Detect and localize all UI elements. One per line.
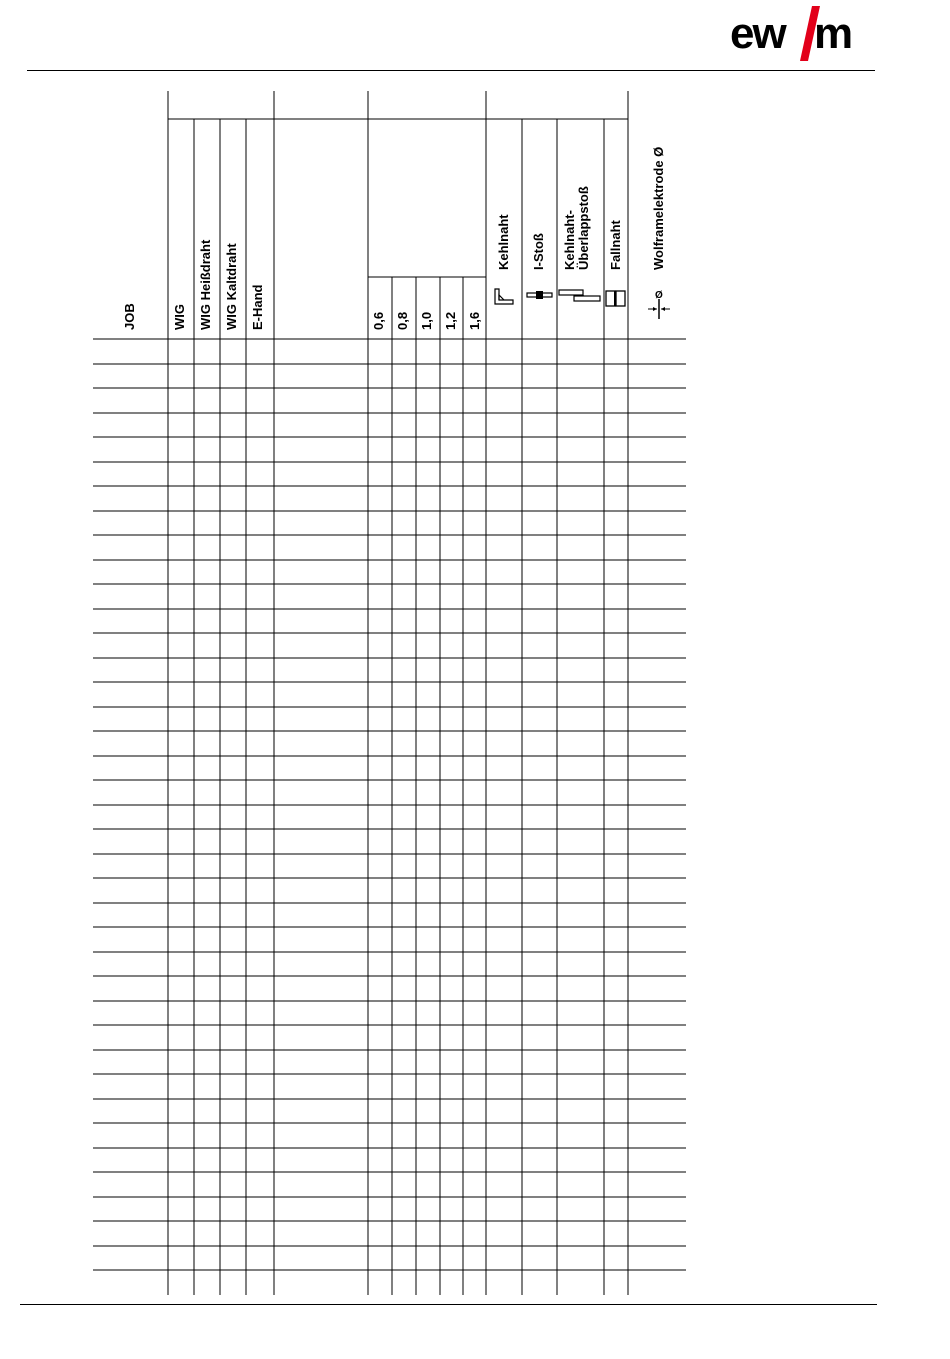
header-process-wig-hot-wire: WIG Heißdraht [198, 239, 213, 330]
header-joint-lap-line1: Kehlnaht- [562, 210, 577, 270]
tungsten-electrode-icon [646, 287, 672, 321]
header-diameter-1-0: 1,0 [419, 311, 434, 330]
lap-joint-icon [558, 288, 602, 304]
header-joint-lap-line2: Überlappstoß [576, 186, 591, 270]
header-electrode: Wolframelektrode Ø [651, 146, 666, 270]
header-process-e-hand: E-Hand [250, 284, 265, 330]
header-diameter-1-6: 1,6 [467, 311, 482, 330]
header-diameter-0-8: 0,8 [395, 311, 410, 330]
vertical-down-icon [605, 290, 627, 308]
svg-text:ew: ew [730, 9, 785, 58]
fillet-weld-icon [492, 287, 516, 307]
header-process-wig: WIG [172, 304, 187, 330]
header-process-wig-cold-wire: WIG Kaltdraht [224, 243, 239, 330]
header-joint-lap [563, 186, 591, 270]
header-diameter-0-6: 0,6 [371, 311, 386, 330]
butt-joint-icon [526, 289, 554, 301]
svg-text:m: m [814, 9, 854, 58]
header-job: JOB [122, 303, 137, 330]
header-joint-butt: I-Stoß [531, 233, 546, 270]
svg-text:Ø: Ø [655, 290, 663, 301]
header-joint-fillet: Kehlnaht [496, 214, 511, 270]
header-diameter-1-2: 1,2 [443, 311, 458, 330]
header-joint-vertical-down: Fallnaht [608, 220, 623, 270]
